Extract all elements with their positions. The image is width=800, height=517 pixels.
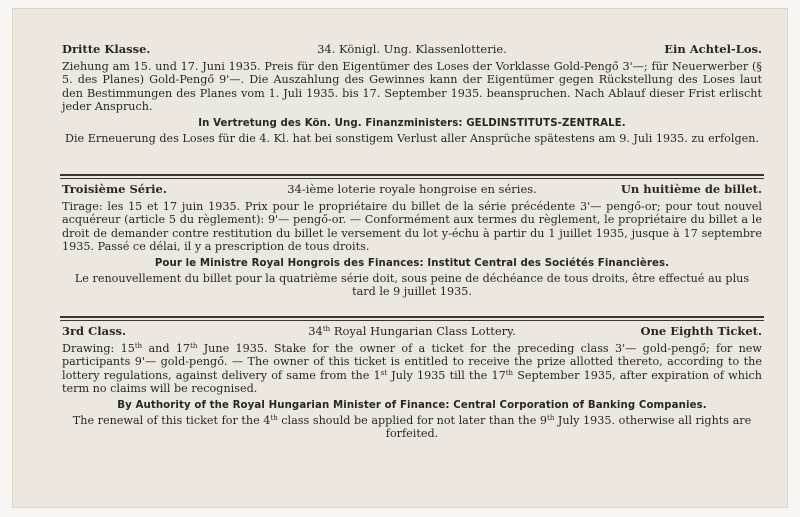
class-label: 3rd Class. (62, 324, 127, 338)
english-terms: Drawing: 15th and 17th June 1935. Stake for the owner of a ticket for the preceding class 3'— gold-pengő; for new participants 9'— gold-pengő. — The owner of this ticket is entitled to receive the prize allotted thereto, according to the lottery regulations, against delivery of same from the 1st July 1935 till the 17th September 1935, after expiration of which term no claims will be recognised. (62, 342, 763, 396)
lottery-ticket (12, 8, 788, 508)
french-authority: Pour le Ministre Royal Hongrois des Finances: Institut Central des Sociétés Financières. (154, 257, 670, 269)
german-section (62, 42, 762, 145)
english-header (62, 324, 762, 340)
ticket-fraction: Ein Achtel-Los. (664, 42, 762, 56)
lottery-title: 34-ième loterie royale hongroise en séries. (287, 182, 537, 196)
english-renewal: The renewal of this ticket for the 4th class should be applied for not later than the 9th July 1935. otherwise all rights are forfeited. (72, 413, 752, 441)
lottery-title: 34th Royal Hungarian Class Lottery. (308, 324, 516, 338)
german-header (62, 42, 762, 58)
lottery-title: 34. Königl. Ung. Klassenlotterie. (317, 42, 507, 56)
divider (60, 174, 764, 176)
german-authority: In Vertretung des Kön. Ung. Finanzministers: GELDINSTITUTS-ZENTRALE. (198, 117, 626, 129)
german-renewal: Die Erneuerung des Loses für die 4. Kl. hat bei sonstigem Verlust aller Ansprüche spätestens am 9. Juli 1935. zu erfolgen. (64, 131, 760, 145)
french-section (62, 182, 762, 298)
french-header (62, 182, 762, 198)
german-terms: Ziehung am 15. und 17. Juni 1935. Preis für den Eigentümer des Loses der Vorklasse Gold-Pengő 3'—; für Neuerwerber (§ 5. des Planes) Gold-Pengő 9'—. Die Auszahlung des Gewinnes kann der Eigentümer gegen Rückstellung des Loses laut den Bestimmungen des Planes vom 1. Juli 1935. bis 17. September 1935. beanspruchen. Nach Ablauf dieser Frist erlischt jeder Anspruch. (62, 60, 762, 114)
english-section (62, 324, 762, 440)
french-renewal: Le renouvellement du billet pour la quatrième série doit, sous peine de déchéance de tous droits, être effectué au plus tard le 9 juillet 1935. (74, 271, 750, 299)
english-authority: By Authority of the Royal Hungarian Minister of Finance: Central Corporation of Banking Companies. (117, 399, 707, 411)
french-terms: Tirage: les 15 et 17 juin 1935. Prix pour le propriétaire du billet de la série précédente 3'— pengő-or; pour tout nouvel acquéreur (article 5 du règlement): 9'— pengő-or. — Conformément aux termes du règlement, le propriétaire du billet a le droit de demander contre restitution du billet le versement du lot y-échu à partir du 1 juillet 1935, jusque à 17 septembre 1935. Passé ce délai, il y a prescription de tous droits. (62, 200, 762, 254)
ticket-fraction: One Eighth Ticket. (640, 324, 762, 338)
class-label: Dritte Klasse. (62, 42, 151, 56)
ticket-fraction: Un huitième de billet. (620, 182, 762, 196)
class-label: Troisième Série. (62, 182, 167, 196)
divider (60, 316, 764, 318)
